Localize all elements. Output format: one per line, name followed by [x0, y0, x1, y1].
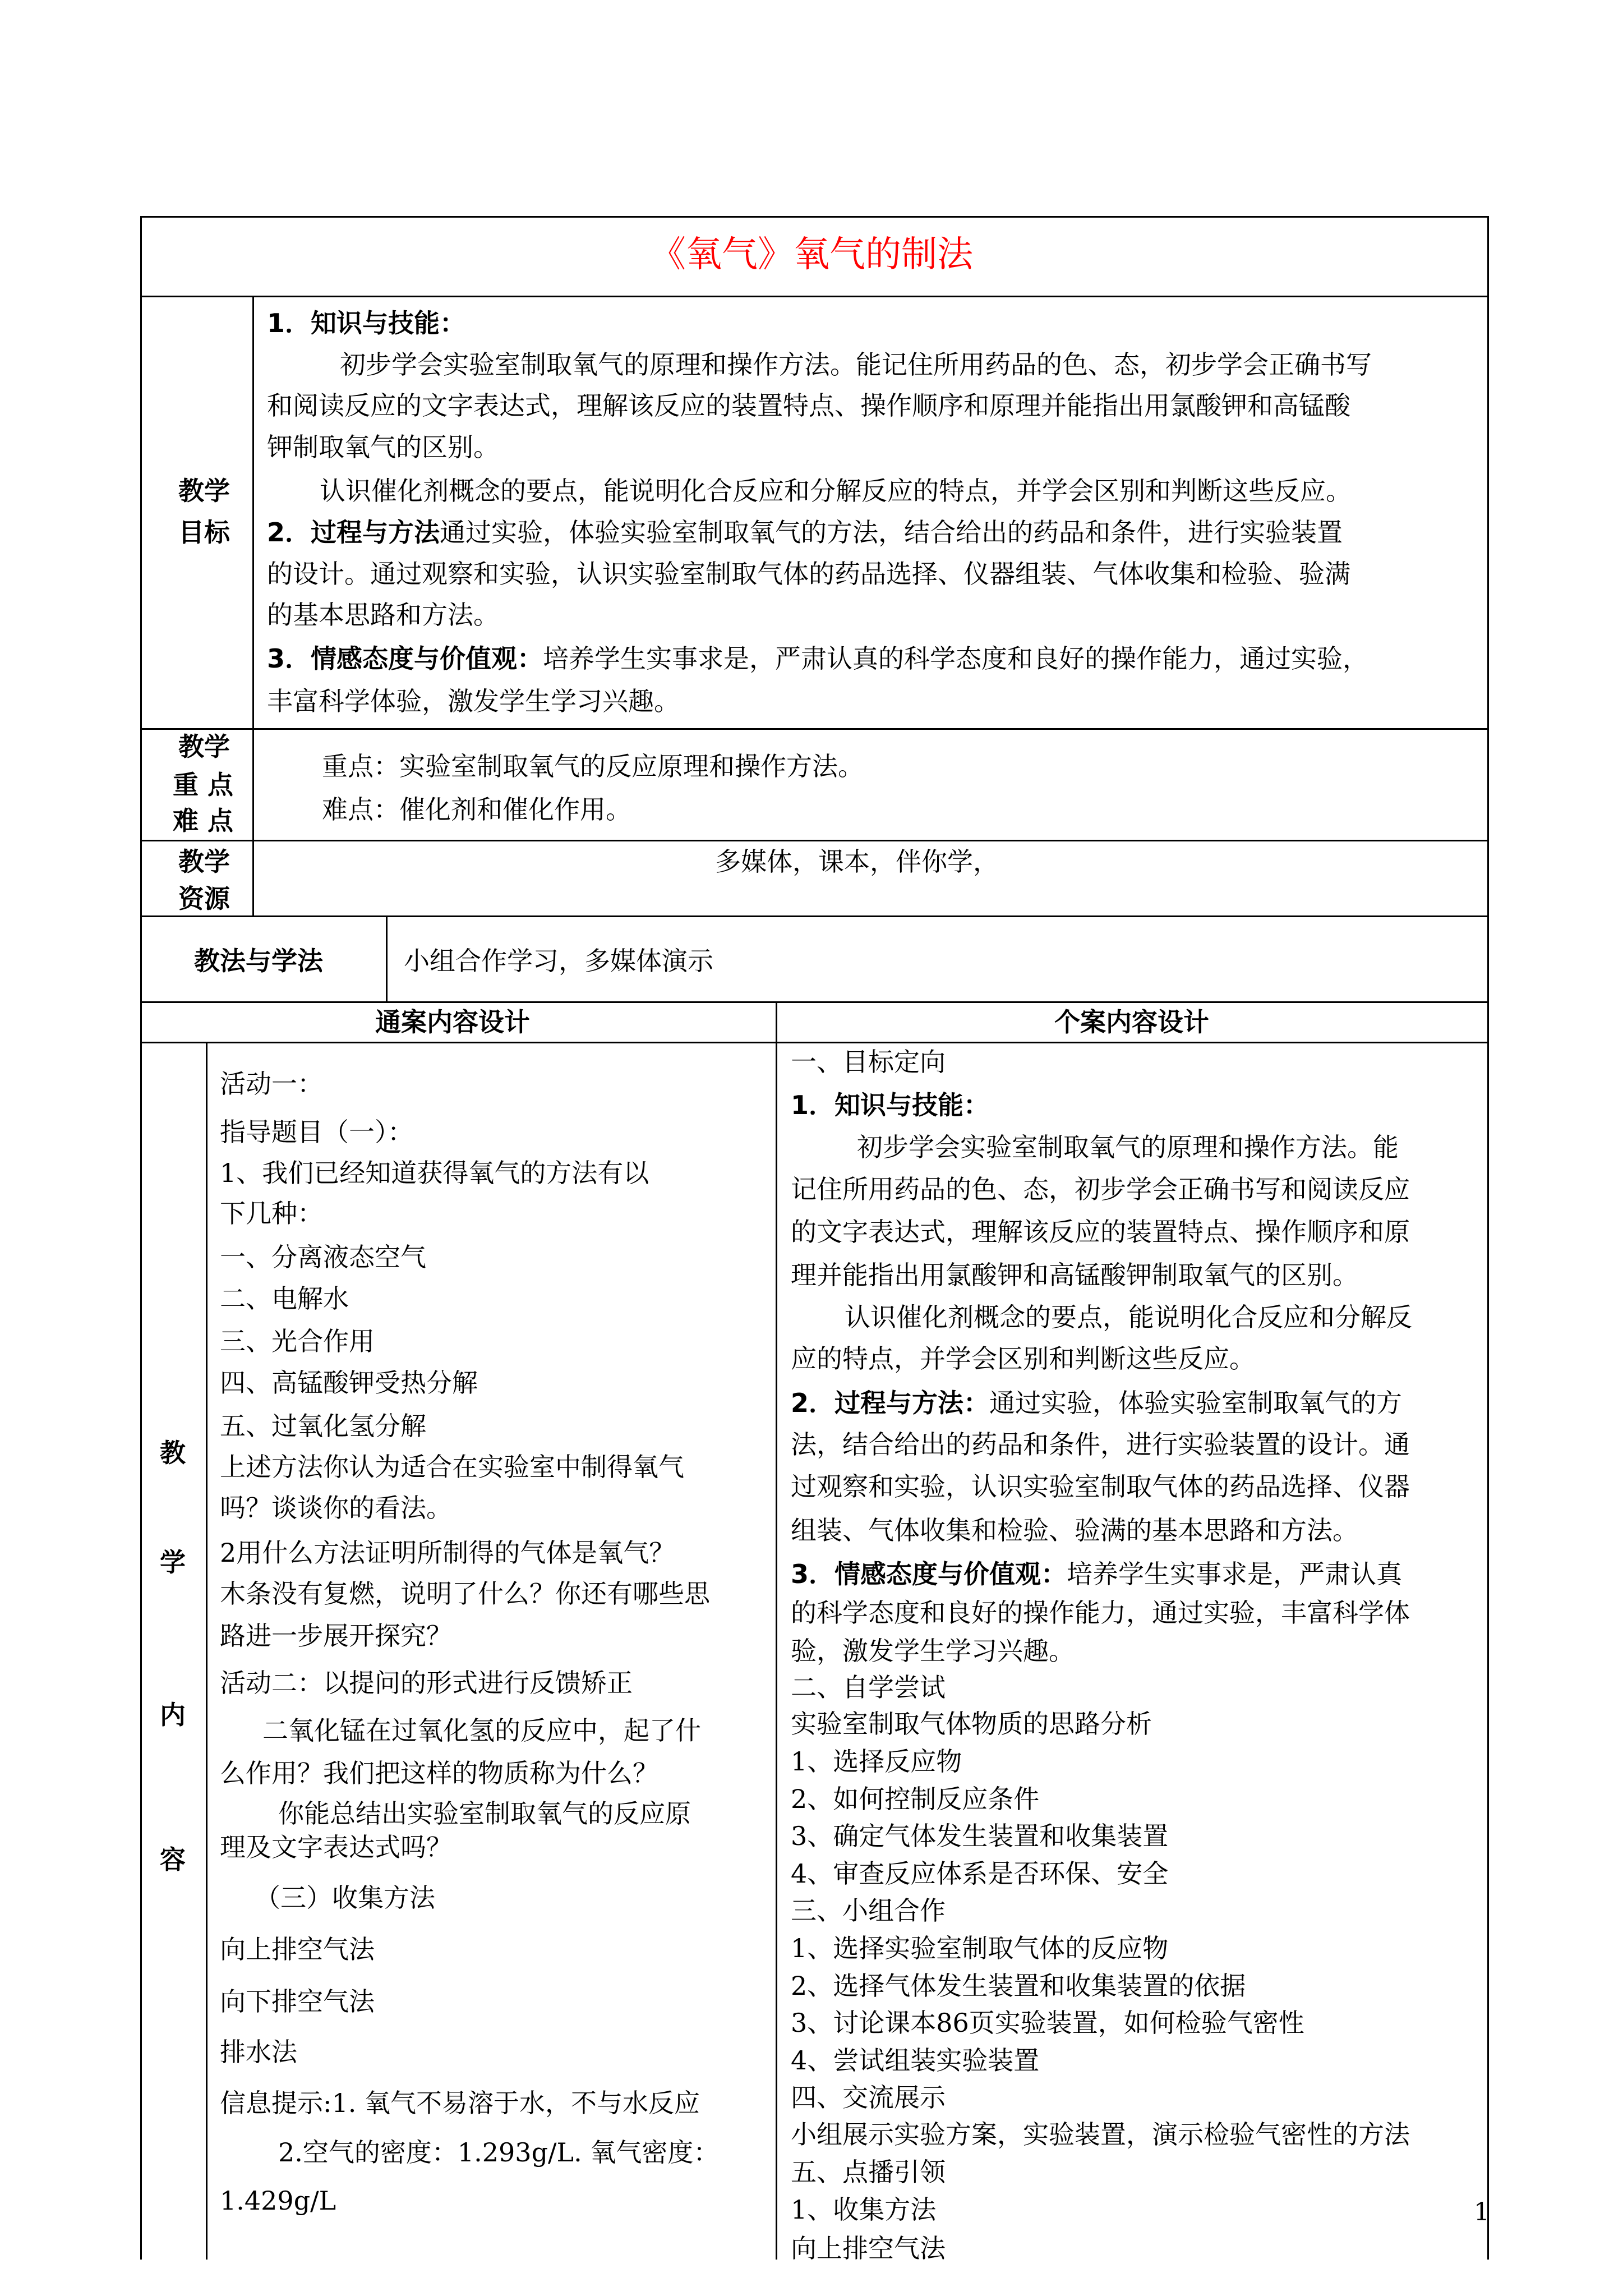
right-line: 3、讨论课本86页实验装置，如何检验气密性 — [791, 2008, 1304, 2038]
right-line: 2、如何控制反应条件 — [791, 1784, 1040, 1814]
left-line: 理及文字表达式吗？ — [220, 1832, 452, 1862]
right-line: 向上排空气法 — [791, 2233, 946, 2263]
left-line: 上述方法你认为适合在实验室中制得氧气 — [220, 1452, 684, 1482]
page-number: 1 — [1474, 2198, 1490, 2226]
label-col-divider — [252, 296, 254, 917]
objective-line: 的设计。通过观察和实验，认识实验室制取气体的药品选择、仪器组装、气体收集和检验、验满 — [267, 559, 1350, 589]
left-line: 吗？谈谈你的看法。 — [220, 1493, 452, 1523]
right-line: 的科学态度和良好的操作能力，通过实验，丰富科学体 — [791, 1598, 1410, 1628]
objective-line: 1．知识与技能： — [267, 308, 466, 338]
table-border-right — [1487, 216, 1489, 2260]
left-line: 你能总结出实验室制取氧气的反应原 — [278, 1798, 691, 1829]
objective-line: 3．情感态度与价值观：培养学生实事求是，严肃认真的科学态度和良好的操作能力，通过实验， — [267, 643, 1369, 674]
resources-label-1: 教学 — [178, 846, 230, 877]
right-line: 应的特点，并学会区别和判断这些反应。 — [791, 1343, 1255, 1374]
right-line: 的文字表达式，理解该反应的装置特点、操作顺序和原 — [791, 1217, 1410, 1247]
objective-line: 初步学会实验室制取氧气的原理和操作方法。能记住所用药品的色、态，初步学会正确书写 — [340, 349, 1372, 380]
right-line: 实验室制取气体物质的思路分析 — [791, 1709, 1152, 1739]
right-line: 认识催化剂概念的要点，能说明化合反应和分解反 — [845, 1302, 1412, 1332]
objective-line: 认识催化剂概念的要点，能说明化合反应和分解反应的特点，并学会区别和判断这些反应。 — [320, 476, 1352, 506]
objective-line: 的基本思路和方法。 — [267, 600, 499, 630]
left-line: 二、电解水 — [220, 1283, 349, 1314]
difficult-point: 难点：催化剂和催化作用。 — [322, 794, 631, 825]
row-divider — [140, 1001, 1489, 1003]
right-line: 4、尝试组装实验装置 — [791, 2045, 1040, 2076]
row-divider — [140, 296, 1489, 297]
left-line: 活动二：以提问的形式进行反馈矫正 — [220, 1668, 633, 1698]
objective-line: 和阅读反应的文字表达式，理解该反应的装置特点、操作顺序和原理并能指出用氯酸钾和高锰酸 — [267, 390, 1350, 421]
left-line: 三、光合作用 — [220, 1326, 375, 1356]
right-line: 过观察和实验，认识实验室制取气体的药品选择、仪器 — [791, 1471, 1410, 1502]
table-border-top — [140, 216, 1489, 218]
objectives-label-2: 目标 — [178, 517, 230, 547]
keypoints-label-2: 重 点 — [173, 770, 234, 800]
objective-line: 钾制取氧气的区别。 — [267, 432, 499, 462]
left-line: 二氧化锰在过氧化氢的反应中，起了什 — [262, 1715, 701, 1746]
left-column-header: 通案内容设计 — [375, 1007, 530, 1037]
methods-label: 教法与学法 — [194, 946, 323, 976]
left-line: 么作用？我们把这样的物质称为什么？ — [220, 1758, 658, 1788]
resources-label-2: 资源 — [178, 884, 230, 914]
left-line: 活动一： — [220, 1069, 323, 1099]
left-line: 1、我们已经知道获得氧气的方法有以 — [220, 1158, 649, 1188]
right-line: 小组展示实验方案，实验装置，演示检验气密性的方法 — [791, 2119, 1410, 2150]
document-title: 《氧气》氧气的制法 — [650, 234, 973, 275]
left-line: 向下排空气法 — [220, 1986, 375, 2017]
right-line: 1、选择反应物 — [791, 1746, 962, 1777]
left-line: 信息提示:1. 氧气不易溶于水，不与水反应 — [220, 2088, 700, 2118]
right-column-header: 个案内容设计 — [1054, 1007, 1209, 1037]
left-line: 四、高锰酸钾受热分解 — [220, 1368, 478, 1398]
keypoints-label-3: 难 点 — [173, 806, 234, 836]
left-line: 2.空气的密度：1.293g/L. 氧气密度： — [278, 2137, 720, 2168]
right-line: 四、交流展示 — [791, 2082, 946, 2113]
left-line: 路进一步展开探究？ — [220, 1621, 452, 1651]
right-line: 三、小组合作 — [791, 1895, 946, 1926]
method-col-divider — [386, 915, 388, 1002]
right-line: 理并能指出用氯酸钾和高锰酸钾制取氧气的区别。 — [791, 1260, 1358, 1290]
right-line: 组装、气体收集和检验、验满的基本思路和方法。 — [791, 1515, 1358, 1545]
left-line: 向上排空气法 — [220, 1934, 375, 1964]
right-line: 3、确定气体发生装置和收集装置 — [791, 1821, 1169, 1851]
left-line: 指导题目（一）： — [220, 1117, 413, 1147]
right-line: 二、自学尝试 — [791, 1672, 946, 1703]
right-line: 记住所用药品的色、态，初步学会正确书写和阅读反应 — [791, 1174, 1410, 1204]
content-label-char: 容 — [160, 1844, 186, 1875]
left-line: 1.429g/L — [220, 2185, 336, 2216]
key-point: 重点：实验室制取氧气的反应原理和操作方法。 — [322, 751, 864, 781]
row-divider — [140, 915, 1489, 917]
left-line: （三）收集方法 — [255, 1883, 435, 1913]
left-line: 2用什么方法证明所制得的气体是氧气？ — [220, 1538, 675, 1568]
left-line: 五、过氧化氢分解 — [220, 1411, 426, 1441]
left-line: 下几种： — [220, 1198, 323, 1228]
right-line: 4、审查反应体系是否环保、安全 — [791, 1858, 1169, 1889]
right-line: 验，激发学生学习兴趣。 — [791, 1636, 1075, 1666]
left-line: 木条没有复燃，说明了什么？你还有哪些思 — [220, 1579, 710, 1609]
left-line: 一、分离液态空气 — [220, 1242, 426, 1272]
right-line: 2、选择气体发生装置和收集装置的依据 — [791, 1971, 1246, 2001]
right-line: 一、目标定向 — [791, 1047, 946, 1077]
keypoints-label-1: 教学 — [178, 731, 230, 762]
resources-text: 多媒体，课本，伴你学， — [715, 846, 999, 877]
right-line: 1、收集方法 — [791, 2194, 937, 2225]
content-label-divider — [206, 1042, 208, 2260]
right-line: 1．知识与技能： — [791, 1090, 990, 1120]
objective-line: 丰富科学体验，激发学生学习兴趣。 — [267, 686, 680, 716]
row-divider — [140, 728, 1489, 730]
content-label-char: 内 — [160, 1700, 186, 1730]
column-divider — [776, 1001, 777, 2260]
row-divider — [140, 1042, 1489, 1043]
right-line: 2．过程与方法：通过实验，体验实验室制取氧气的方 — [791, 1388, 1403, 1418]
right-line: 3．情感态度与价值观：培养学生实事求是，严肃认真 — [791, 1559, 1403, 1589]
methods-text: 小组合作学习，多媒体演示 — [404, 946, 713, 976]
right-line: 五、点播引领 — [791, 2157, 946, 2187]
right-line: 1、选择实验室制取气体的反应物 — [791, 1933, 1169, 1963]
right-line: 法，结合给出的药品和条件，进行实验装置的设计。通 — [791, 1429, 1410, 1460]
content-label-char: 教 — [160, 1438, 186, 1468]
table-border-left — [140, 216, 142, 2260]
objectives-label-1: 教学 — [178, 476, 230, 506]
left-line: 排水法 — [220, 2037, 297, 2067]
objective-line: 2．过程与方法通过实验，体验实验室制取氧气的方法，结合给出的药品和条件，进行实验装置 — [267, 517, 1343, 547]
row-divider — [140, 840, 1489, 841]
right-line: 初步学会实验室制取氧气的原理和操作方法。能 — [857, 1132, 1399, 1162]
content-label-char: 学 — [160, 1547, 186, 1577]
